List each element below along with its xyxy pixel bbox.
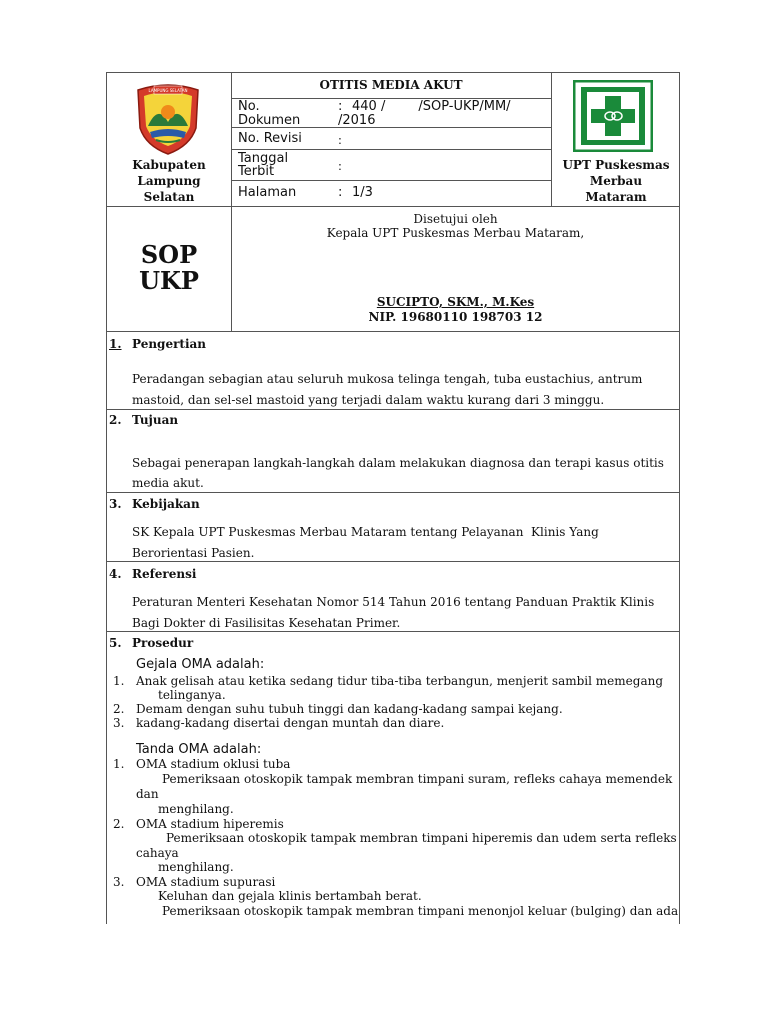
right-org-line-2: Merbau (589, 174, 643, 188)
tanda-3-line-1: Keluhan dan gejala klinis bertambah berat. (158, 889, 422, 903)
tanda-1-line-1: Pemeriksaan otoskopik tampak membran timpani suram, refleks cahaya memendek (162, 772, 673, 786)
gejala-1-cont: telinganya. (158, 688, 226, 702)
section-1-text-1: Peradangan sebagian atau seluruh mukosa telinga tengah, tuba eustachius, antrum (132, 372, 643, 386)
right-org-line-1: UPT Puskesmas (562, 158, 670, 172)
section-2-text-1: Sebagai penerapan langkah-langkah dalam melakukan diagnosa dan terapi kasus otitis (132, 456, 664, 470)
halaman-sep: : (338, 185, 343, 200)
section-4-text-2: Bagi Dokter di Fasilisitas Kesehatan Primer. (132, 616, 401, 630)
section-5-title: Prosedur (132, 636, 194, 650)
tanda-heading: Tanda OMA adalah: (136, 742, 262, 757)
tanda-1-line-2: dan (136, 787, 159, 801)
tanggal-label-2: Terbit (238, 164, 275, 179)
section-3-text-2: Berorientasi Pasien. (132, 546, 255, 560)
tanggal-sep: : (338, 159, 342, 173)
section-3-number: 3. (109, 497, 122, 511)
sop-label-line-2: UKP (139, 266, 199, 295)
section-1-title: Pengertian (132, 337, 207, 351)
tanda-3-title: OMA stadium supurasi (136, 875, 276, 889)
tanda-2-line-1: Pemeriksaan otoskopik tampak membran timpani hiperemis dan udem serta refleks (166, 831, 677, 845)
gejala-2-text: Demam dengan suhu tubuh tinggi dan kadang-kadang sampai kejang. (136, 702, 563, 716)
tanda-1-number: 1. (113, 757, 125, 771)
section-4-title: Referensi (132, 567, 197, 581)
revisi-label: No. Revisi (238, 131, 302, 146)
signer-name: SUCIPTO, SKM., M.Kes (376, 295, 535, 309)
section-3-title: Kebijakan (132, 497, 200, 511)
section-4-number: 4. (109, 567, 122, 581)
gejala-heading: Gejala OMA adalah: (136, 657, 265, 672)
doc-no-sep: : (338, 99, 343, 114)
section-4-text-1: Peraturan Menteri Kesehatan Nomor 514 Tahun 2016 tentang Panduan Praktik Klinis (132, 595, 655, 609)
section-1-number: 1. (109, 337, 122, 351)
section-1-text-2: mastoid, dan sel-sel mastoid yang terjadi dalam waktu kurang dari 3 minggu. (132, 393, 605, 407)
left-org-line-2: Lampung (137, 174, 201, 188)
puskesmas-logo (573, 80, 653, 152)
document-title: OTITIS MEDIA AKUT (319, 78, 463, 92)
section-2-text-2: media akut. (132, 476, 204, 490)
doc-no-value-2: /2016 (338, 113, 376, 128)
tanda-2-number: 2. (113, 817, 125, 831)
doc-no-label-2: Dokumen (238, 113, 301, 128)
gejala-3-text: kadang-kadang disertai dengan muntah dan diare. (136, 716, 445, 730)
halaman-label: Halaman (238, 185, 297, 200)
tanda-2-line-3: menghilang. (158, 860, 234, 874)
signer-nip: NIP. 19680110 198703 12 (368, 310, 543, 324)
regency-seal-icon (130, 82, 206, 156)
doc-no-label-1: No. (238, 99, 260, 114)
approval-line-1: Disetujui oleh (413, 212, 498, 226)
sop-label-line-1: SOP (140, 240, 198, 269)
gejala-2-number: 2. (113, 702, 125, 716)
approval-line-2: Kepala UPT Puskesmas Merbau Mataram, (326, 226, 585, 240)
tanda-2-line-2: cahaya (136, 846, 179, 860)
tanda-3-line-2: Pemeriksaan otoskopik tampak membran timpani menonjol keluar (bulging) dan ada (162, 904, 679, 918)
tanda-1-line-3: menghilang. (158, 802, 234, 816)
gejala-1-text: Anak gelisah atau ketika sedang tidur tiba-tiba terbangun, menjerit sambil memegang (136, 674, 664, 688)
tanda-2-title: OMA stadium hiperemis (136, 817, 284, 831)
section-3-text-1: SK Kepala UPT Puskesmas Merbau Mataram tentang Pelayanan Klinis Yang (132, 525, 599, 539)
tanda-3-number: 3. (113, 875, 125, 889)
section-2-number: 2. (109, 413, 122, 427)
halaman-value: 1/3 (352, 185, 373, 200)
section-5-number: 5. (109, 636, 122, 650)
right-org-line-3: Mataram (585, 190, 647, 204)
gejala-3-number: 3. (113, 716, 125, 730)
gejala-1-number: 1. (113, 674, 125, 688)
left-org-line-3: Selatan (143, 190, 195, 204)
tanggal-label-1: Tanggal (238, 151, 289, 166)
revisi-sep: : (338, 133, 342, 147)
tanda-1-title: OMA stadium oklusi tuba (136, 757, 291, 771)
svg-text:LAMPUNG SELATAN: LAMPUNG SELATAN (148, 88, 188, 93)
lampung-selatan-logo (130, 82, 206, 156)
left-org-line-1: Kabupaten (132, 158, 206, 172)
health-cross-icon (573, 80, 653, 152)
doc-no-value: 440 / /SOP-UKP/MM/ (352, 99, 511, 114)
section-2-title: Tujuan (132, 413, 179, 427)
